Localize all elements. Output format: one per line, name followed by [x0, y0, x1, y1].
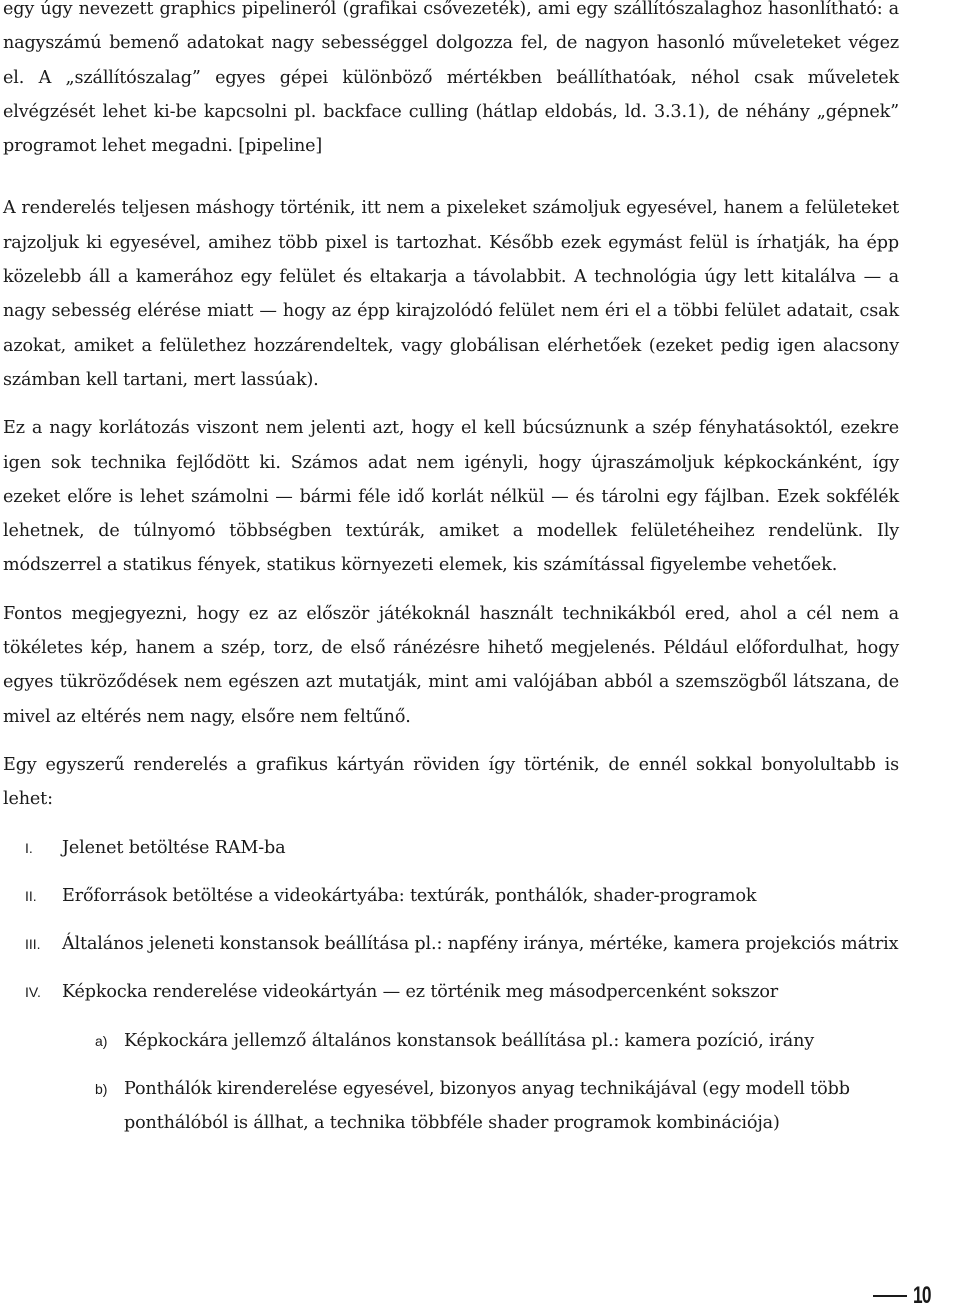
page-footer	[873, 1281, 938, 1311]
sublist-item-letter: b)	[95, 1081, 108, 1098]
list-item	[3, 927, 899, 961]
paragraph-rendering-method: A renderelés teljesen máshogy történik, itt nem a pixeleket számoljuk egyesével, hanem a felületeket rajzoljuk ki egyesével, amihez több pixel is tartozhat. Később ezek egymást felül is írhatják, ha épp közelebb áll a kamerához egy felület és eltakarja a távolabbit. A technológia úgy lett kitalálva — a nagy sebesség elérése miatt — hogy az épp kirajzolódó felület nem éri el a többi felület adatait, csak azokat, amiket a felülethez hozzárendeltek, vagy globálisan elérhetőek (ezeket pedig igen alacsony számban kell tartani, mert lassúak).	[3, 198, 899, 390]
list-item-number: IV.	[25, 984, 41, 1001]
list-item-number: I.	[25, 839, 33, 856]
page-number: 10	[913, 1282, 932, 1309]
list-item	[3, 831, 899, 865]
sublist-item-letter: a)	[95, 1032, 108, 1049]
list-item-text: Jelenet betöltése RAM-ba	[62, 837, 286, 858]
frame-render-sublist	[3, 1024, 899, 1141]
paragraph-game-origins: Fontos megjegyezni, hogy ez az először játékoknál használt technikákból ered, ahol a cél nem a tökéletes kép, hanem a szép, torz, de első ránézésre hihető megjelenés. Például előfordulhat, hogy egyes tükröződések nem egészen azt mutatják, mint ami valójában abból a szemszögből látszana, de mivel az eltérés nem nagy, elsőre nem feltűnő.	[3, 603, 899, 727]
sublist-item	[3, 1024, 899, 1058]
paragraph-render-steps-intro: Egy egyszerű renderelés a grafikus kártyán röviden így történik, de ennél sokkal bonyolultabb is lehet:	[3, 754, 899, 810]
document-page	[3, 0, 899, 1141]
sublist-item-text: Ponthálók kirenderelése egyesével, bizonyos anyag technikájával (egy modell több ponthálóból is állhat, a technika többféle shader programok kombinációja)	[124, 1079, 850, 1134]
paragraph-precomputation: Ez a nagy korlátozás viszont nem jelenti azt, hogy el kell búcsúznunk a szép fényhatásoktól, ezekre igen sok technika fejlődött ki. Számos adat nem igényli, hogy újraszámoljuk képkockánként, így ezeket előre is lehet számolni — bármi féle idő korlát nélkül — és tárolni egy fájlban. Ezek sokfélék lehetnek, de túlnyomó többségben textúrák, amiket a modellek felületéheihez rendelünk. Ily módszerrel a statikus fények, statikus környezeti elemek, kis számítással figyelembe vehetőek.	[3, 418, 899, 576]
sublist-item-text: Képkockára jellemző általános konstansok beállítása pl.: kamera pozíció, irány	[124, 1030, 815, 1051]
render-steps-list	[3, 831, 899, 1010]
footer-rule	[873, 1295, 907, 1297]
list-item-text: Általános jeleneti konstansok beállítása pl.: napfény iránya, mértéke, kamera projekciós mátrix	[62, 934, 899, 955]
list-item-number: III.	[25, 936, 41, 953]
sublist-item	[3, 1072, 899, 1141]
list-item-number: II.	[25, 887, 37, 904]
list-item-text: Képkocka renderelése videokártyán — ez történik meg másodpercenként sokszor	[62, 982, 779, 1003]
list-item-text: Erőforrások betöltése a videokártyába: textúrák, ponthálók, shader-programok	[62, 885, 757, 906]
list-item	[3, 975, 899, 1009]
paragraph-pipeline-intro: egy úgy nevezett graphics pipelineról (grafikai csővezeték), ami egy szállítószalaghoz hasonlítható: a nagyszámú bemenő adatokat nagy sebességgel dolgozza fel, de nagyon hasonló műveleteket végez el. A „szállítószalag” egyes gépei különböző mértékben beállíthatóak, néhol csak műveletek elvégzését lehet ki-be kapcsolni pl. backface culling (hátlap eldobás, ld. 3.3.1), de néhány „gépnek” programot lehet megadni. [pipeline]	[3, 0, 899, 157]
list-item	[3, 879, 899, 913]
